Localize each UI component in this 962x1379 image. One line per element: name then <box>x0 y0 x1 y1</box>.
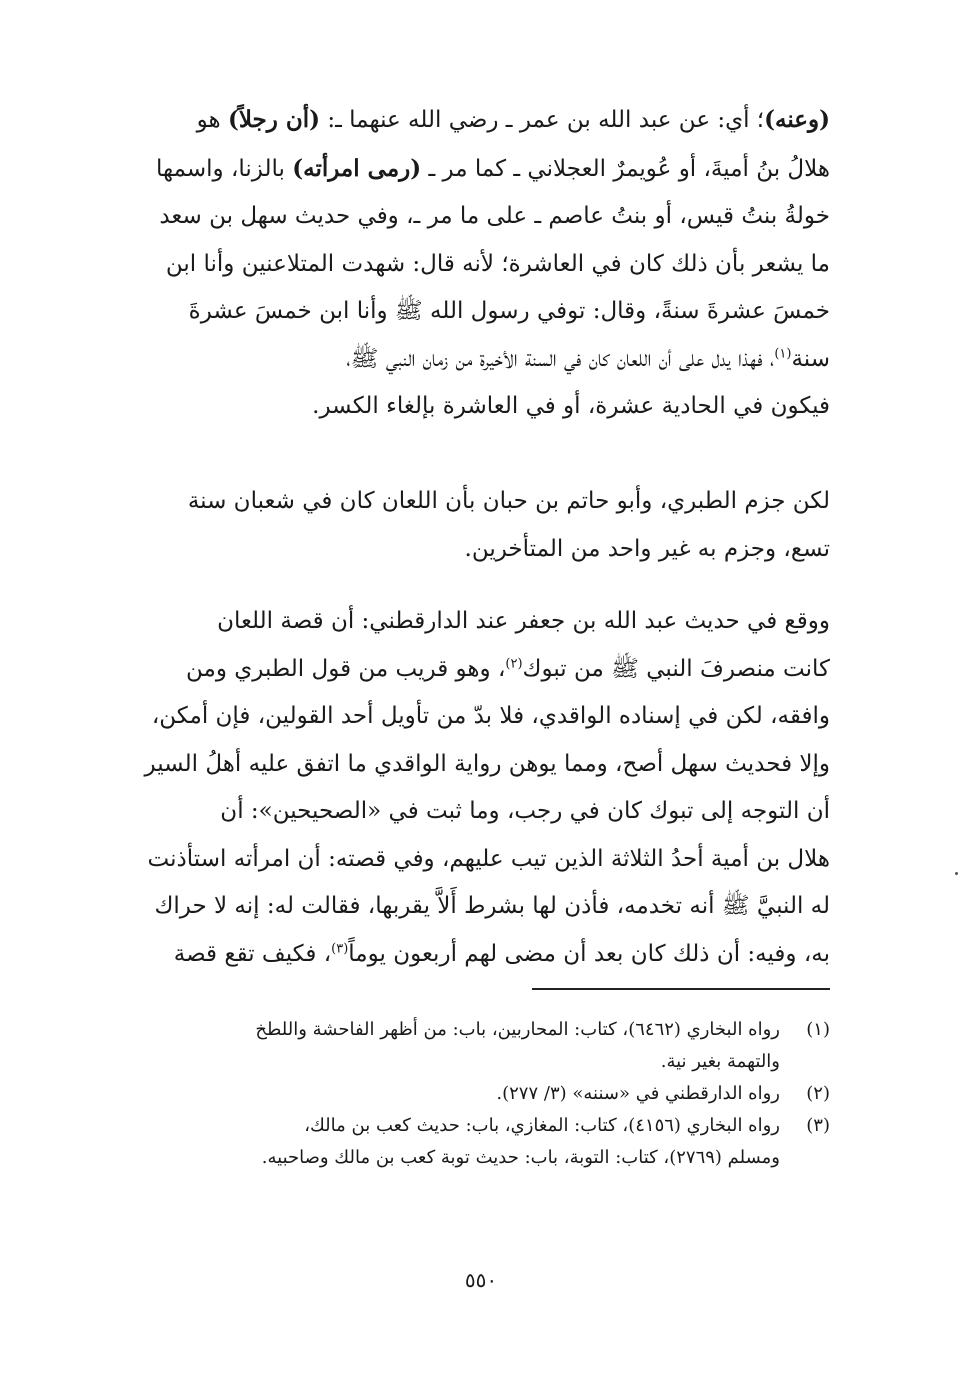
footnote-line: رواه الدارقطني في «سننه» (٣/ ٢٧٧). <box>496 1083 780 1104</box>
paragraph-3 <box>128 598 830 978</box>
paragraph-3-line-8: به، وفيه: أن ذلك كان بعد أن مضى لهم أربعون يوماً$^{(٣)}$، فكيف تقع قصة <box>173 940 830 967</box>
paragraph-1-line-6: سنة$^{(١)}$، فهذا يدل على أن اللعان كان في السنة الأخيرة من زمان النبي ﷺ، <box>346 345 830 372</box>
paragraph-1-line-1: (وعنه)؛ أي: عن عبد الله بن عمر ـ رضي الله عنهما ـ: (أن رجلاً) هو <box>196 106 830 133</box>
footnote-line: ومسلم (٢٧٦٩)، كتاب: التوبة، باب: حديث توبة كعب بن مالك وصاحبيه. <box>261 1147 780 1168</box>
footnote-line: رواه البخاري (٦٤٦٢)، كتاب: المحاربين، باب: من أظهر الفاحشة واللطخ <box>255 1019 780 1040</box>
footnote-ref-2[interactable]: (٢) <box>505 655 523 671</box>
footnote-3 <box>128 1110 830 1174</box>
footnote-2 <box>128 1078 830 1110</box>
paragraph-1-line-7: فيكون في الحادية عشرة، أو في العاشرة بإلغاء الكسر. <box>312 393 830 419</box>
footnote-ref-3[interactable]: (٣) <box>331 940 349 956</box>
paragraph-3-line-5: أن التوجه إلى تبوك كان في رجب، وما ثبت في «الصحيحين»: أن <box>220 798 830 824</box>
page-number: ٥٥٠ <box>464 1268 498 1292</box>
footnote-line: والتهمة بغير نية. <box>660 1051 780 1072</box>
paragraph-1-line-3: خولةُ بنتُ قيس، أو بنتُ عاصم ـ على ما مر ـ، وفي حديث سهل بن سعد <box>159 203 830 229</box>
paragraph-3-line-6: هلال بن أمية أحدُ الثلاثة الذين تيب عليهم، وفي قصته: أن امرأته استأذنت <box>147 845 830 872</box>
paragraph-2 <box>128 478 830 573</box>
footnote-number: (٣) <box>806 1115 830 1136</box>
paragraph-1-line-5: خمسَ عشرةَ سنةً، وقال: توفي رسول الله ﷺ وأنا ابن خمسَ عشرةَ <box>188 298 830 324</box>
quoted-term: (وعنه) <box>764 106 830 133</box>
paragraph-2-line-2: تسع، وجزم به غير واحد من المتأخرين. <box>464 535 830 562</box>
footnote-1 <box>128 1014 830 1078</box>
footnote-divider <box>532 988 830 990</box>
paragraph-2-line-1: لكن جزم الطبري، وأبو حاتم بن حبان بأن اللعان كان في شعبان سنة <box>187 488 830 514</box>
footnote-number: (٢) <box>806 1083 830 1104</box>
footnote-line: رواه البخاري (٤١٥٦)، كتاب: المغازي، باب: حديث كعب بن مالك، <box>304 1115 780 1136</box>
paragraph-3-line-2: كانت منصرفَ النبي ﷺ من تبوك$^{(٢)}$، وهو قريب من قول الطبري ومن <box>186 655 830 682</box>
footnotes <box>128 1014 830 1174</box>
paragraph-3-line-4: وإلا فحديث سهل أصح، ومما يوهن رواية الواقدي ما اتفق عليه أهلُ السير <box>144 750 830 777</box>
footnote-ref-1[interactable]: (١) <box>774 345 792 361</box>
paragraph-1-line-4: ما يشعر بأن ذلك كان في العاشرة؛ لأنه قال: شهدت المتلاعنين وأنا ابن <box>165 250 830 277</box>
footnote-number: (١) <box>806 1019 830 1040</box>
quoted-term: (أن رجلاً) <box>227 106 321 133</box>
paragraph-1-line-2: هلالُ بنُ أميةَ، أو عُويمرٌ العجلاني ـ كما مر ـ (رمى امرأته) بالزنا، واسمها <box>155 154 830 182</box>
margin-speck <box>955 872 958 875</box>
paragraph-3-line-1: ووقع في حديث عبد الله بن جعفر عند الدارقطني: أن قصة اللعان <box>217 608 830 634</box>
paragraph-1 <box>128 96 830 431</box>
paragraph-3-line-7: له النبيَّ ﷺ أنه تخدمه، فأذن لها بشرط أَلاَّ يقربها، فقالت له: إنه لا حراك <box>154 893 830 919</box>
paragraph-3-line-3: وافقه، لكن في إسناده الواقدي، فلا بدّ من تأويل أحد القولين، فإن أمكن، <box>151 703 830 729</box>
quoted-term: (رمى امرأته) <box>292 154 422 182</box>
